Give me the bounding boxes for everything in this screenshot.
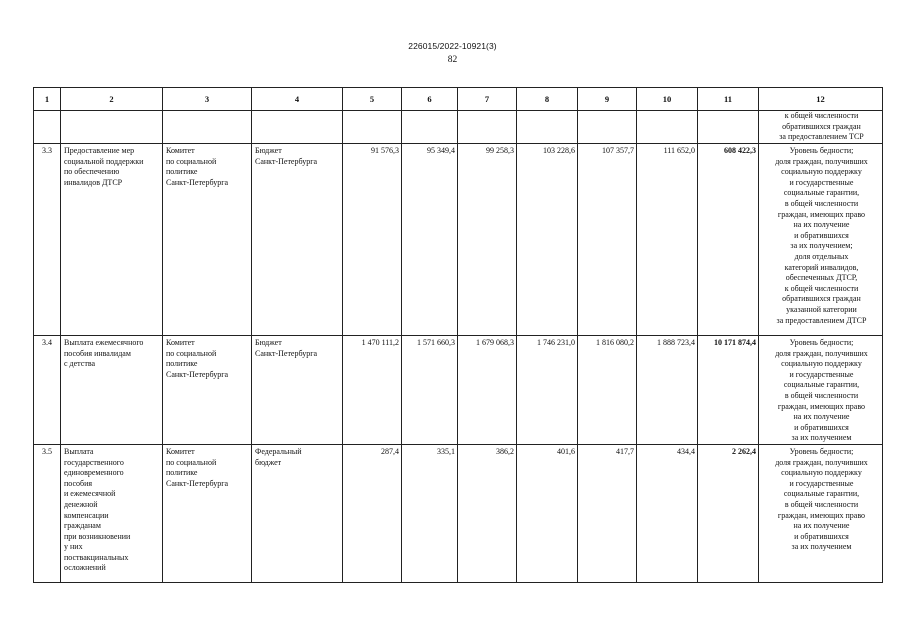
indicator-line: обеспеченных ДТСР, [785,273,858,283]
year-value: 103 228,6 [517,144,578,336]
column-header-1: 1 [34,88,61,111]
funding-source-line: Федеральный [255,446,302,456]
page-number: 82 [447,55,458,65]
executor [163,144,252,336]
indicator-line: Уровень бедности; [789,446,854,456]
indicator-line: доля граждан, получивших [775,457,868,467]
indicator-line: за их получением [791,433,852,443]
executor-line: политике [166,167,198,177]
executor-line: Санкт-Петербурга [166,478,229,488]
indicator-line: обратившихся граждан [782,294,861,304]
measure-name-line: по обеспечению [64,167,120,177]
indicator-line: граждан, имеющих право [777,209,866,219]
column-header-2: 2 [61,88,163,111]
measure-name-line: государственного [64,457,124,467]
indicator-line: социальные гарантии, [783,380,860,390]
indicator-line: граждан, имеющих право [777,401,866,411]
measure-name-line: поствакцинальных [64,552,129,562]
column-header-4: 4 [252,88,343,111]
table-row [34,336,883,445]
table-row [34,444,883,582]
indicator-line: обратившихся граждан [782,121,861,131]
funding-source-line: Санкт-Петербурга [255,348,318,358]
measure-name [61,144,163,336]
measure-name-line: единовременного [64,468,124,478]
indicator-line: доля граждан, получивших [775,156,868,166]
measure-name [61,444,163,582]
cont-cell-1 [34,111,61,144]
cont-cell-4 [252,111,343,144]
document-number: 226015/2022-10921(3) [408,41,497,51]
measure-name-line: при возникновении [64,531,131,541]
year-value: 95 349,4 [402,144,458,336]
indicator-line: за их получением [791,542,852,552]
indicator-line: социальную поддержку [781,167,862,177]
indicator-line: социальные гарантии, [783,489,860,499]
measure-name-line: пособия инвалидам [64,348,131,358]
year-value: 99 258,3 [458,144,517,336]
indicator-line: к общей численности [784,111,859,120]
indicator-line: и обратившихся [794,230,849,240]
indicator-line: Уровень бедности; [789,146,854,155]
indicator-line: на их получение [793,521,850,531]
indicator-line: в общей численности [784,198,859,208]
indicator-line: граждан, имеющих право [777,510,866,520]
indicator-line: и государственные [789,478,854,488]
indicator-line: и государственные [789,177,854,187]
measure-name-line: денежной [64,499,98,509]
executor-line: Комитет [166,338,195,347]
header-row [34,88,883,111]
cont-cell-5 [343,111,402,144]
executor-line: Комитет [166,146,195,155]
funding-source [252,144,343,336]
year-value: 1 571 660,3 [402,336,458,445]
cont-cell-6 [402,111,458,144]
total-value: 10 171 874,4 [698,336,759,445]
year-value: 1 888 723,4 [637,336,698,445]
cont-indicator [759,111,883,144]
funding-source-line: бюджет [255,457,282,467]
indicator-line: и государственные [789,369,854,379]
indicator-line: доля отдельных [794,251,849,261]
column-header-12: 12 [759,88,883,111]
executor-line: Санкт-Петербурга [166,369,229,379]
year-value: 1 470 111,2 [343,336,402,445]
measure-name-line: гражданам [64,521,101,531]
column-header-3: 3 [163,88,252,111]
cont-cell-3 [163,111,252,144]
measure-name-line: с детства [64,359,96,369]
executor-line: по социальной [166,457,217,467]
row-number: 3.5 [34,444,61,582]
measure-name-line: Предоставление мер [64,146,135,155]
executor-line: по социальной [166,348,217,358]
indicator-line: социальную поддержку [781,468,862,478]
funding-source-line: Бюджет [255,338,282,347]
year-value: 1 816 080,2 [578,336,637,445]
cont-cell-8 [517,111,578,144]
funding-source-line: Бюджет [255,146,282,155]
year-value: 417,7 [578,444,637,582]
funding-source-line: Санкт-Петербурга [255,156,318,166]
indicator-line: в общей численности [784,390,859,400]
year-value: 401,6 [517,444,578,582]
measure-name-line: социальной поддержки [64,156,144,166]
cont-cell-11 [698,111,759,144]
measure-name-line: Выплата [64,446,94,456]
measure-name-line: инвалидов ДТСР [64,177,123,187]
continuation-row [34,111,883,144]
executor-line: политике [166,468,198,478]
table-row [34,144,883,336]
target-indicator [759,444,883,582]
measure-name-line: Выплата ежемесячного [64,338,144,347]
indicator-line: социальную поддержку [781,359,862,369]
indicator-line: на их получение [793,220,850,230]
total-value: 608 422,3 [698,144,759,336]
measure-name-line: у них [64,542,83,552]
year-value: 91 576,3 [343,144,402,336]
indicator-line: за предоставлением ДТСР [776,315,867,325]
indicator-line: категорий инвалидов, [784,262,859,272]
column-header-5: 5 [343,88,402,111]
cont-cell-7 [458,111,517,144]
indicator-line: к общей численности [784,283,859,293]
year-value: 335,1 [402,444,458,582]
indicator-line: Уровень бедности; [789,338,854,347]
executor-line: Санкт-Петербурга [166,177,229,187]
executor [163,444,252,582]
indicator-line: за предоставлением ТСР [779,132,864,142]
column-header-9: 9 [578,88,637,111]
row-number: 3.3 [34,144,61,336]
indicator-line: социальные гарантии, [783,188,860,198]
total-value: 2 262,4 [698,444,759,582]
executor-line: политике [166,359,198,369]
year-value: 1 679 068,3 [458,336,517,445]
column-header-6: 6 [402,88,458,111]
measure-name [61,336,163,445]
year-value: 434,4 [637,444,698,582]
indicator-line: и обратившихся [794,422,849,432]
target-indicator [759,144,883,336]
funding-source [252,336,343,445]
column-header-7: 7 [458,88,517,111]
cont-cell-9 [578,111,637,144]
executor-line: по социальной [166,156,217,166]
measure-name-line: пособия [64,478,93,488]
year-value: 287,4 [343,444,402,582]
year-value: 386,2 [458,444,517,582]
column-header-8: 8 [517,88,578,111]
indicator-line: на их получение [793,412,850,422]
funding-source [252,444,343,582]
measure-name-line: осложнений [64,563,106,573]
indicator-line: в общей численности [784,499,859,509]
measure-name-line: компенсации [64,510,109,520]
row-number: 3.4 [34,336,61,445]
year-value: 107 357,7 [578,144,637,336]
indicator-line: указанной категории [786,304,857,314]
column-header-10: 10 [637,88,698,111]
executor-line: Комитет [166,446,195,456]
indicator-line: доля граждан, получивших [775,348,868,358]
target-indicator [759,336,883,445]
indicator-line: за их получением; [790,241,853,251]
indicator-line: и обратившихся [794,531,849,541]
cont-cell-10 [637,111,698,144]
program-table [33,87,883,583]
cont-cell-2 [61,111,163,144]
measure-name-line: и ежемесячной [64,489,116,499]
executor [163,336,252,445]
year-value: 111 652,0 [637,144,698,336]
column-header-11: 11 [698,88,759,111]
year-value: 1 746 231,0 [517,336,578,445]
